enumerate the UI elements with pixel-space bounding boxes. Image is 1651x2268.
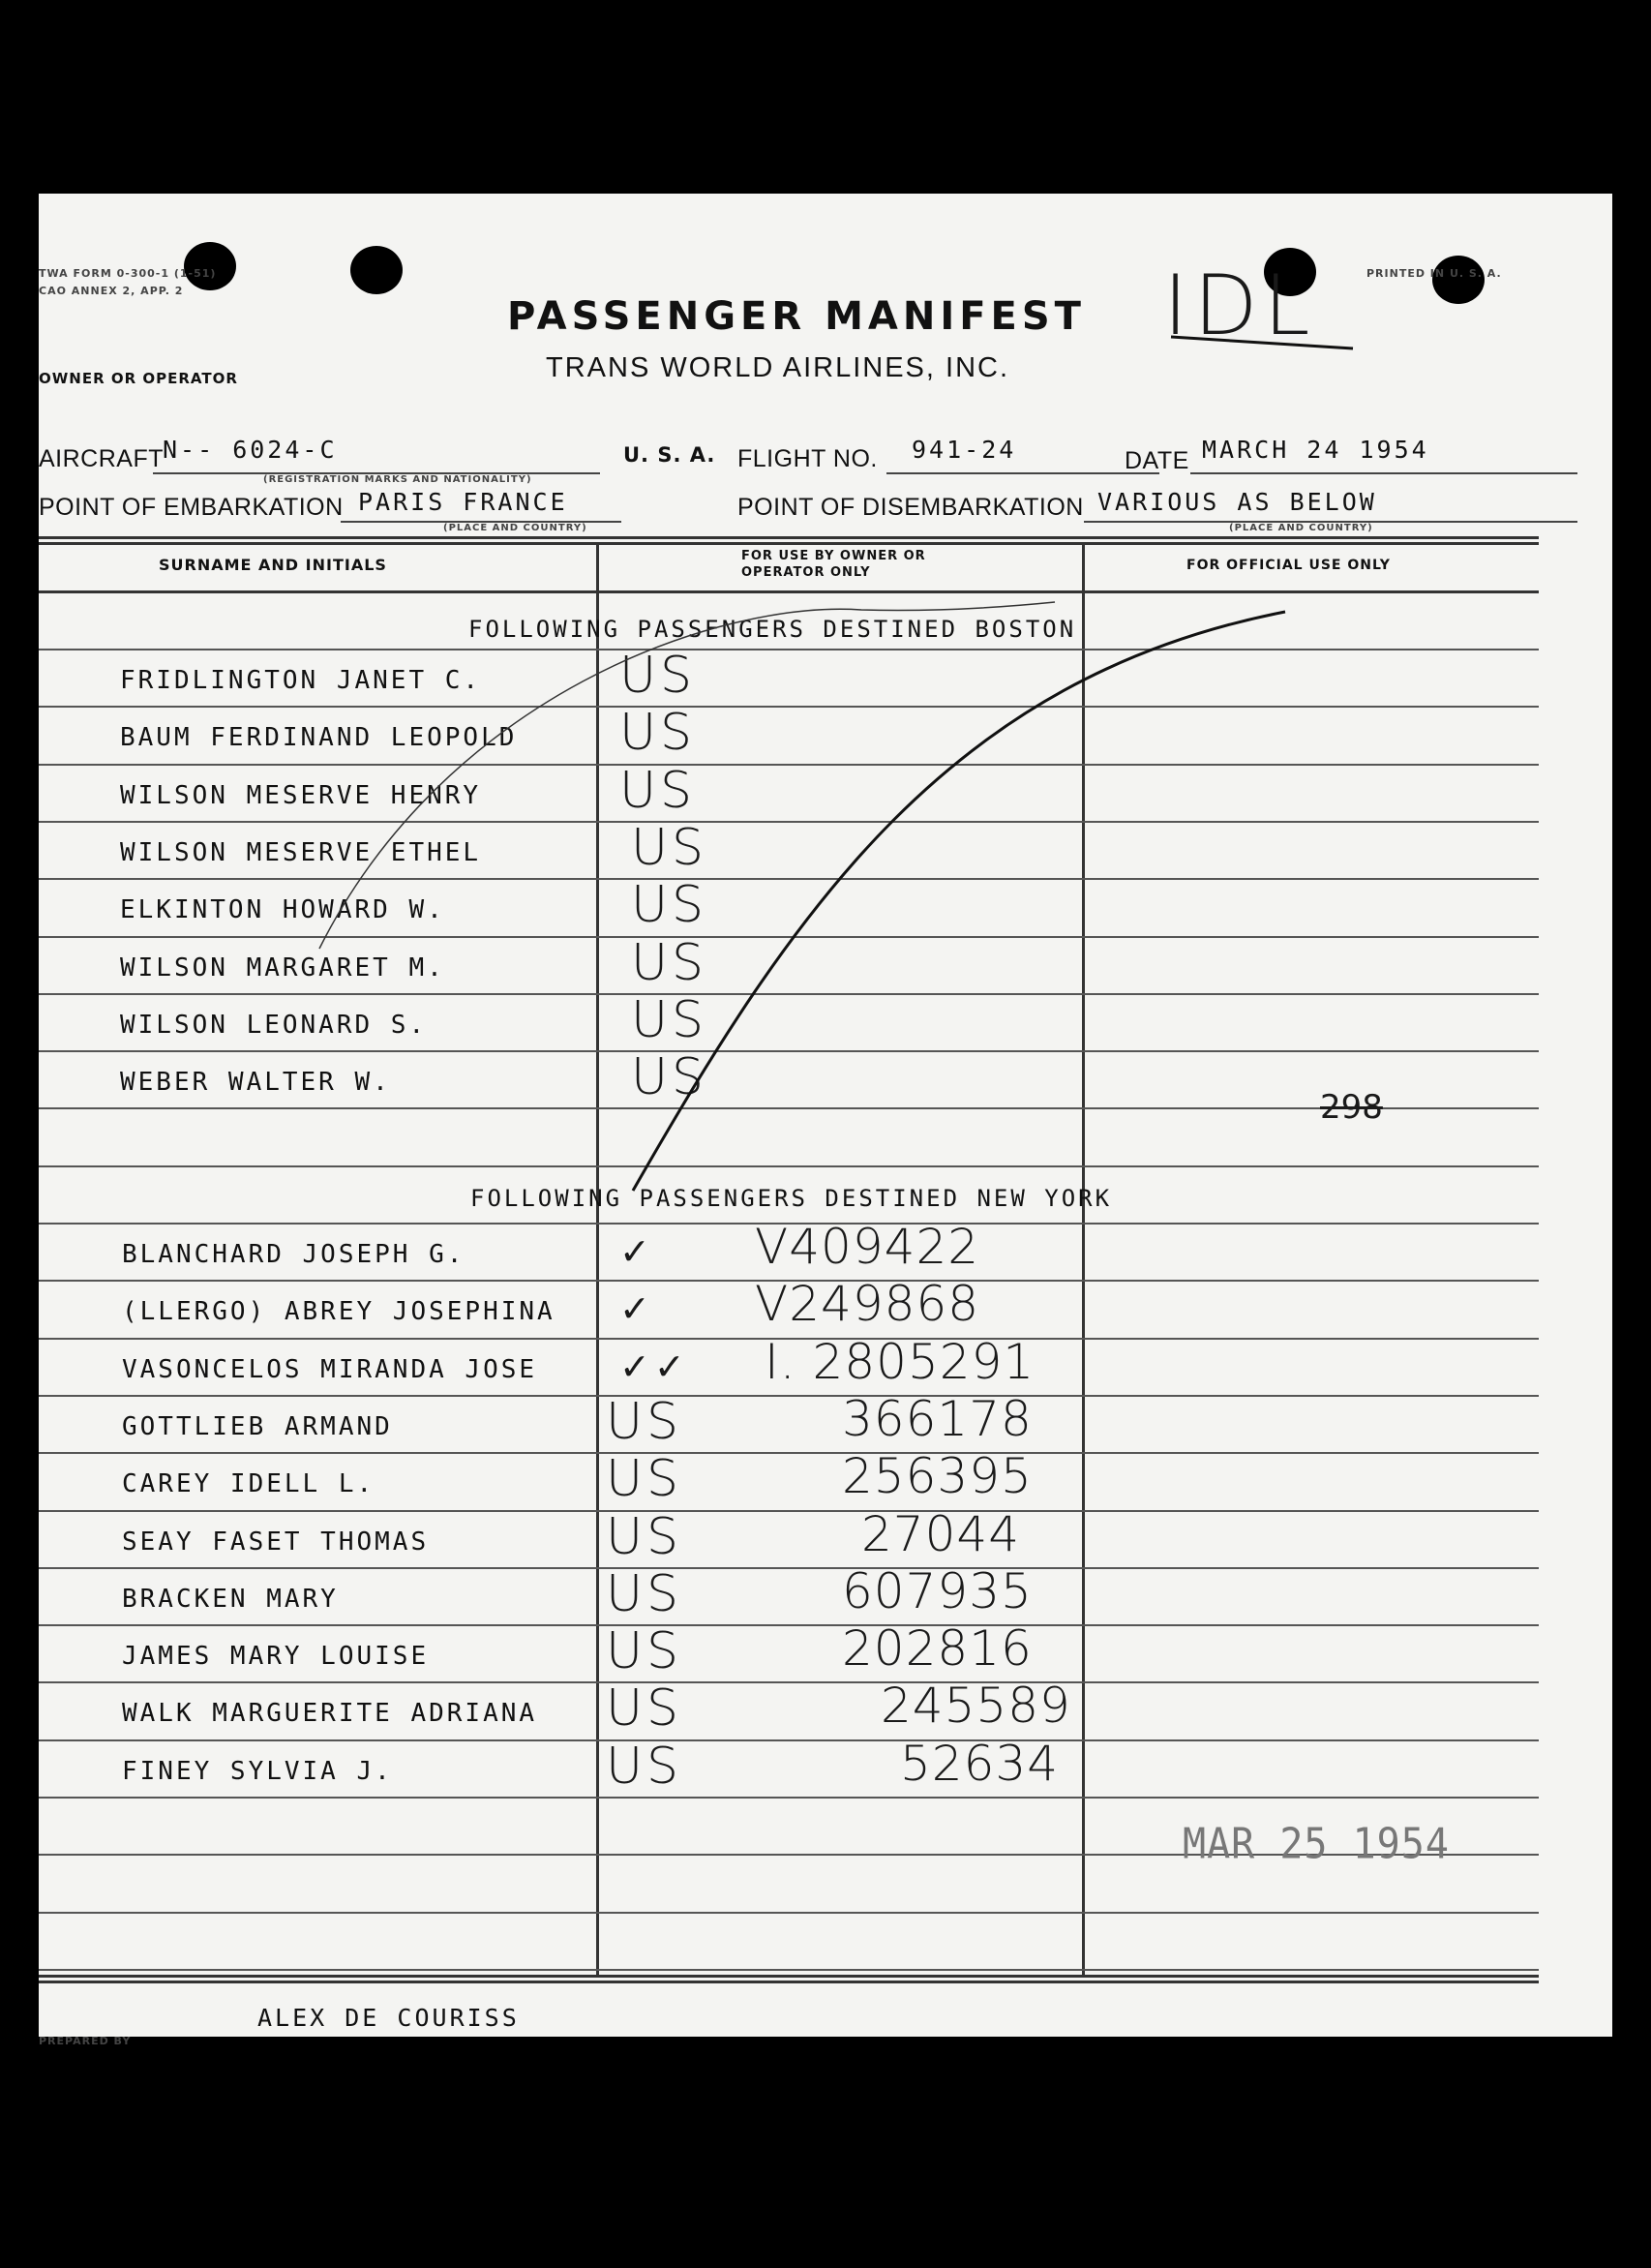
disembarkation-label: POINT OF DISEMBARKATION [737,494,1084,521]
nationality-mark: US [619,647,697,705]
page-title: PASSENGER MANIFEST [507,294,1086,339]
prepared-by: ALEX DE COURISS [257,2004,520,2032]
passport-number: V409422 [755,1219,980,1275]
passport-number: 607935 [842,1563,1033,1619]
official-note: 298 [1320,1088,1383,1127]
usa-label: U. S. A. [623,443,716,467]
nationality-mark: ✓ [619,1287,654,1330]
column-header-official: FOR OFFICIAL USE ONLY [1186,558,1391,573]
passenger-name: FINEY SYLVIA J. [122,1757,393,1786]
nationality-mark: US [631,876,708,934]
passenger-name: (LLERGO) ABREY JOSEPHINA [122,1297,555,1326]
passport-number: V249868 [755,1276,980,1332]
passenger-name: WILSON MARGARET M. [120,953,445,983]
section-heading: FOLLOWING PASSENGERS DESTINED BOSTON [468,616,1077,643]
passenger-name: GOTTLIEB ARMAND [122,1412,393,1441]
passport-number: 245589 [881,1678,1071,1734]
nationality-mark: US [631,991,708,1049]
airline-name: TRANS WORLD AIRLINES, INC. [546,352,1010,383]
manifest-page [39,194,1612,2047]
nationality-mark: US [619,704,697,762]
passenger-name: ELKINTON HOWARD W. [120,895,445,924]
passport-number: 256395 [842,1448,1033,1504]
nationality-mark: US [606,1393,683,1451]
owner-label: OWNER OR OPERATOR [39,370,238,387]
nationality-mark: US [619,762,697,820]
nationality-mark: US [631,934,708,992]
passport-number: 52634 [900,1736,1060,1792]
nationality-mark: US [606,1622,683,1680]
nationality-mark: ✓✓ [619,1346,689,1388]
passenger-name: JAMES MARY LOUISE [122,1642,430,1671]
passenger-name: WILSON MESERVE HENRY [120,781,482,810]
idl-stamp: IDL [1163,257,1316,354]
passport-number: 366178 [842,1391,1033,1447]
disembarkation-sublabel: (PLACE AND COUNTRY) [1229,523,1373,533]
date-label: DATE [1125,447,1189,474]
nationality-mark: ✓ [619,1230,654,1273]
aircraft-value: N-- 6024-C [163,436,338,464]
embarkation-value: PARIS FRANCE [358,488,568,516]
nationality-mark: US [631,1048,708,1106]
form-annex: CAO ANNEX 2, APP. 2 [39,285,184,297]
nationality-mark: US [606,1508,683,1566]
printed-in: PRINTED IN U. S. A. [1366,267,1502,280]
nationality-mark: US [606,1450,683,1508]
prepared-label: PREPARED BY [39,2035,132,2047]
disembarkation-value: VARIOUS AS BELOW [1097,488,1377,516]
nationality-mark: US [606,1679,683,1738]
passport-number: I. 2805291 [765,1334,1036,1390]
passenger-name: WILSON MESERVE ETHEL [120,838,482,867]
passport-number: 27044 [861,1506,1021,1562]
date-stamp: MAR 25 1954 [1183,1819,1450,1869]
passport-number: 202816 [842,1620,1033,1677]
embarkation-sublabel: (PLACE AND COUNTRY) [443,523,587,533]
aircraft-sublabel: (REGISTRATION MARKS AND NATIONALITY) [263,474,532,485]
passenger-name: BAUM FERDINAND LEOPOLD [120,723,518,752]
nationality-mark: US [606,1565,683,1623]
flight-value: 941-24 [912,436,1017,464]
nationality-mark: US [606,1738,683,1796]
passenger-name: BRACKEN MARY [122,1585,339,1614]
date-value: MARCH 24 1954 [1202,436,1429,464]
hand-drawn-strike-lines [39,194,1612,2037]
section-heading: FOLLOWING PASSENGERS DESTINED NEW YORK [470,1185,1113,1212]
passenger-name: BLANCHARD JOSEPH G. [122,1240,465,1269]
column-header-name: SURNAME AND INITIALS [159,556,387,574]
form-code: TWA FORM 0-300-1 (1-51) [39,267,217,280]
passenger-name: SEAY FASET THOMAS [122,1527,430,1557]
passenger-name: FRIDLINGTON JANET C. [120,666,482,695]
passenger-name: CAREY IDELL L. [122,1469,375,1498]
nationality-mark: US [631,819,708,877]
passenger-name: WILSON LEONARD S. [120,1011,428,1040]
aircraft-label: AIRCRAFT [39,445,164,472]
passenger-name: WALK MARGUERITE ADRIANA [122,1699,538,1728]
column-header-owner: FOR USE BY OWNER OR OPERATOR ONLY [741,549,926,580]
embarkation-label: POINT OF EMBARKATION [39,494,344,521]
passenger-name: VASONCELOS MIRANDA JOSE [122,1355,538,1384]
passenger-name: WEBER WALTER W. [120,1068,391,1097]
flight-label: FLIGHT NO. [737,445,878,472]
